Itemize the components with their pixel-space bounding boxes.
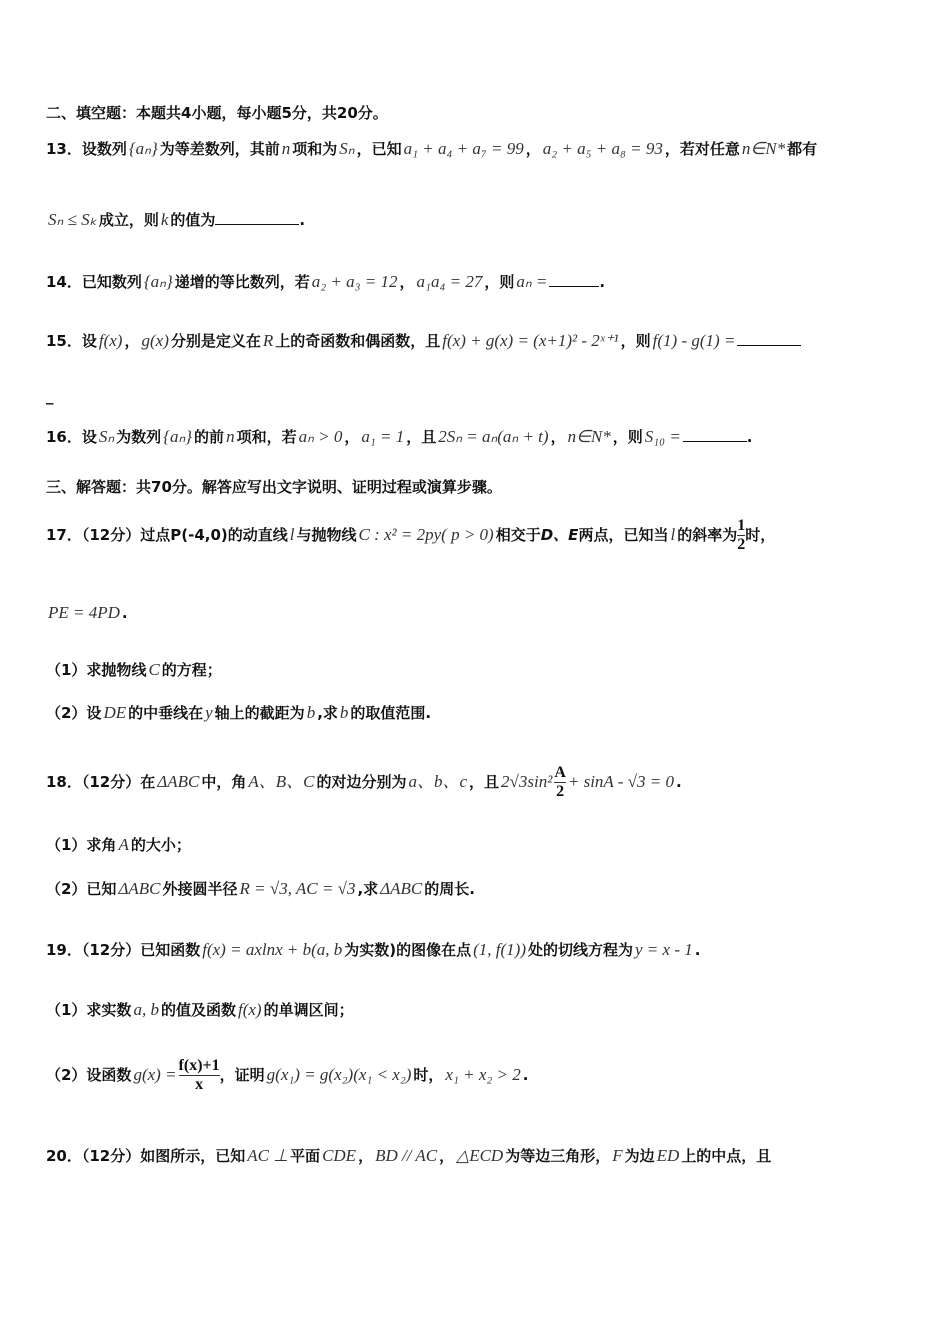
question-20: 20．（12分）如图所示，已知 AC ⊥ 平面 CDE ， BD // AC ， △ECD 为等边三角形， F 为边 ED 上的中点，且 — [46, 1146, 772, 1165]
question-19-part-2: （2）设函数 g(x) = $\frac{f(x)+1}{x}$ ，证明 g(x₁) = g(x₂)(x₁ < x₂) 时， x₁ + x₂ > 2 . — [46, 1057, 529, 1093]
question-17-line-2: PE = 4PD . — [48, 603, 128, 622]
fraction-g-of-x: $\frac{f(x)+1}{x}$ — [178, 1057, 220, 1093]
answer-blank[interactable] — [215, 210, 299, 225]
question-18-part-1: （1）求角 A 的大小； — [46, 835, 191, 854]
question-18-line-1: 18．（12分）在 ΔABC 中，角 A、B、C 的对边分别为 a、b、c ，且 2√3sin² $\frac{A}{2}$ + sinA - √3 = 0 . — [46, 764, 682, 800]
question-14: 14．已知数列 {aₙ} 递增的等比数列，若 a₂ + a₃ = 12 ， a₁a₄ = 27 ，则 aₙ = . — [46, 272, 606, 291]
question-16: 16．设 Sₙ 为数列 {aₙ} 的前 n 项和，若 aₙ > 0 ， a₁ = 1 ，且 2Sₙ = aₙ(aₙ + t) ， n∈N* ，则 S₁₀ = . — [46, 427, 753, 446]
section-heading-fill-in: 二、填空题：本题共4小题，每小题5分，共20分。 — [46, 104, 388, 122]
question-15-blank-tail: _ — [46, 387, 54, 405]
fraction-a-over-2: $\frac{A}{2}$ — [554, 764, 566, 800]
question-15: 15．设 f(x) ， g(x) 分别是定义在 R 上的奇函数和偶函数，且 f(x) + g(x) = (x+1)² - 2ˣ⁺¹ ，则 f(1) - g(1) = — [46, 331, 801, 351]
question-18-part-2: （2）已知 ΔABC 外接圆半径 R = √3, AC = √3 ,求 ΔABC 的周长. — [46, 879, 475, 898]
question-13-line-1: 13．设数列 {aₙ} 为等差数列，其前 n 项和为 Sₙ ，已知 a₁ + a₄ + a₇ = 99 ， a₂ + a₅ + a₈ = 93 ，若对任意 n∈N* 都有 — [46, 139, 818, 158]
answer-blank[interactable] — [737, 331, 801, 346]
question-17-line-1: 17．（12分）过点P(-4,0)的动直线 l 与抛物线 C : x² = 2py( p > 0) 相交于D、E两点，已知当 l 的斜率为 $\frac{1}{2}$ 时， — [46, 517, 776, 553]
question-19-line-1: 19．（12分）已知函数 f(x) = axlnx + b(a, b 为实数)的图像在点 (1, f(1)) 处的切线方程为 y = x - 1 . — [46, 940, 701, 959]
question-17-part-1: （1）求抛物线 C 的方程； — [46, 660, 222, 679]
question-17-part-2: （2）设 DE 的中垂线在 y 轴上的截距为 b ,求 b 的取值范围. — [46, 703, 432, 722]
answer-blank[interactable] — [683, 427, 747, 442]
answer-blank[interactable] — [549, 272, 599, 287]
section-heading-solution: 三、解答题：共70分。解答应写出文字说明、证明过程或演算步骤。 — [46, 478, 502, 496]
fraction-one-half: $\frac{1}{2}$ — [737, 517, 746, 553]
question-19-part-1: （1）求实数 a, b 的值及函数 f(x) 的单调区间； — [46, 1000, 354, 1019]
question-13-line-2: Sₙ ≤ Sₖ 成立，则 k 的值为 . — [48, 210, 306, 229]
